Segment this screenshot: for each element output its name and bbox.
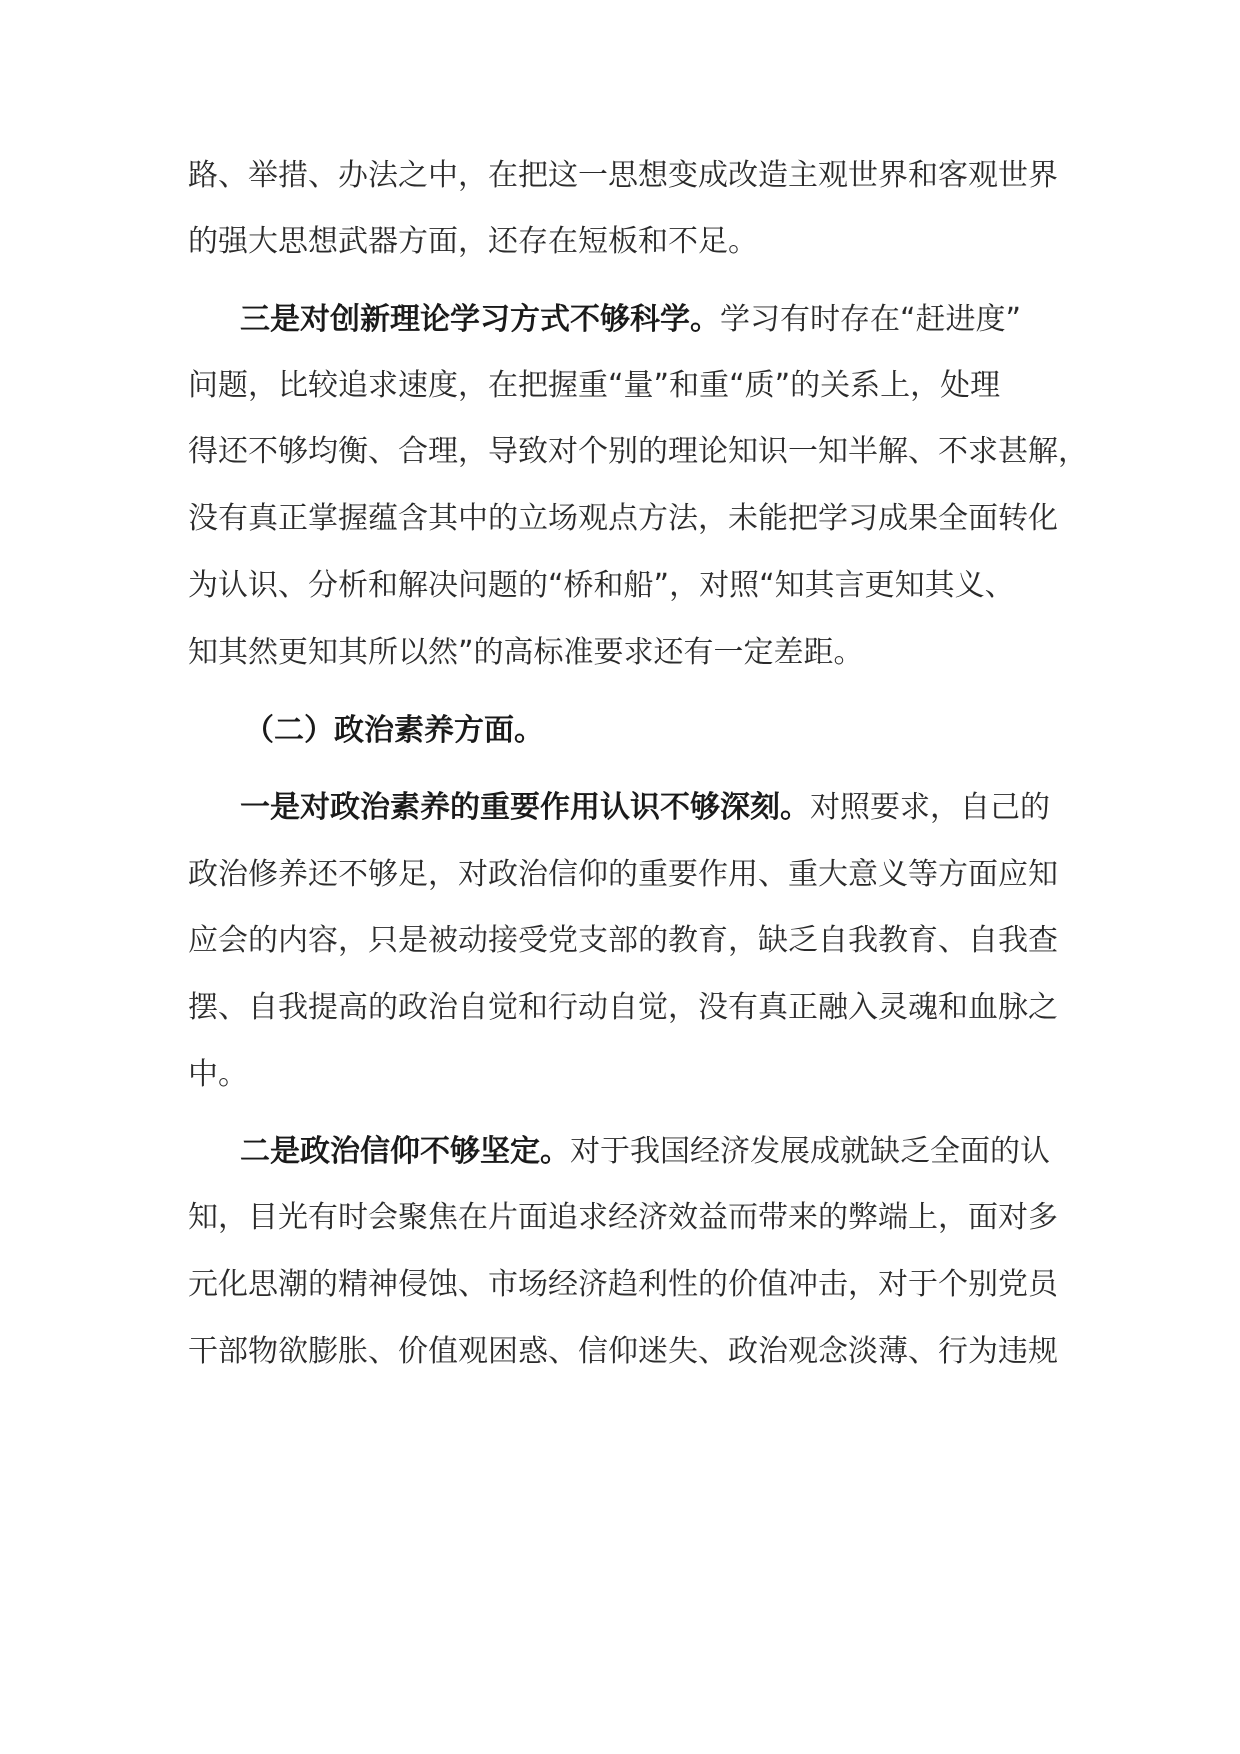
paragraph-line: 元化思潮的精神侵蚀、市场经济趋利性的价值冲击，对于个别党员	[188, 1267, 1058, 1302]
paragraph-text: 学习有时存在“赶进度”	[720, 302, 1022, 337]
paragraph-line: 路、举措、办法之中，在把这一思想变成改造主观世界和客观世界	[188, 158, 1058, 193]
paragraph-lead-bold: 一是对政治素养的重要作用认识不够深刻。	[240, 790, 810, 825]
paragraph-line: 知，目光有时会聚焦在片面追求经济效益而带来的弊端上，面对多	[188, 1200, 1058, 1235]
paragraph-lead-bold: 三是对创新理论学习方式不够科学。	[240, 302, 720, 337]
paragraph-line: 应会的内容，只是被动接受党支部的教育，缺乏自我教育、自我查	[188, 923, 1058, 958]
paragraph-line: 中。	[188, 1057, 248, 1092]
paragraph-line: 的强大思想武器方面，还存在短板和不足。	[188, 224, 758, 259]
paragraph-line: 知其然更知其所以然”的高标准要求还有一定差距。	[188, 635, 864, 670]
paragraph-line: 问题，比较追求速度，在把握重“量”和重“质”的关系上，处理	[188, 368, 1001, 403]
paragraph-text: 对照要求，自己的	[810, 790, 1050, 825]
paragraph-lead-bold: 二是政治信仰不够坚定。	[240, 1134, 570, 1169]
paragraph-line	[240, 1132, 1050, 1172]
paragraph-line: 得还不够均衡、合理，导致对个别的理论知识一知半解、不求甚解，	[188, 434, 1088, 469]
paragraph-text: 对于我国经济发展成就缺乏全面的认	[570, 1134, 1050, 1169]
paragraph-line: 干部物欲膨胀、价值观困惑、信仰迷失、政治观念淡薄、行为违规	[188, 1334, 1058, 1369]
paragraph-line: 政治修养还不够足，对政治信仰的重要作用、重大意义等方面应知	[188, 857, 1058, 892]
paragraph-line: 摆、自我提高的政治自觉和行动自觉，没有真正融入灵魂和血脉之	[188, 990, 1058, 1025]
paragraph-line: 没有真正掌握蕴含其中的立场观点方法，未能把学习成果全面转化	[188, 501, 1058, 536]
paragraph-line: 为认识、分析和解决问题的“桥和船”，对照“知其言更知其义、	[188, 568, 1015, 603]
paragraph-line	[240, 300, 1021, 340]
section-heading: （二）政治素养方面。	[244, 713, 544, 748]
paragraph-line	[240, 788, 1050, 828]
